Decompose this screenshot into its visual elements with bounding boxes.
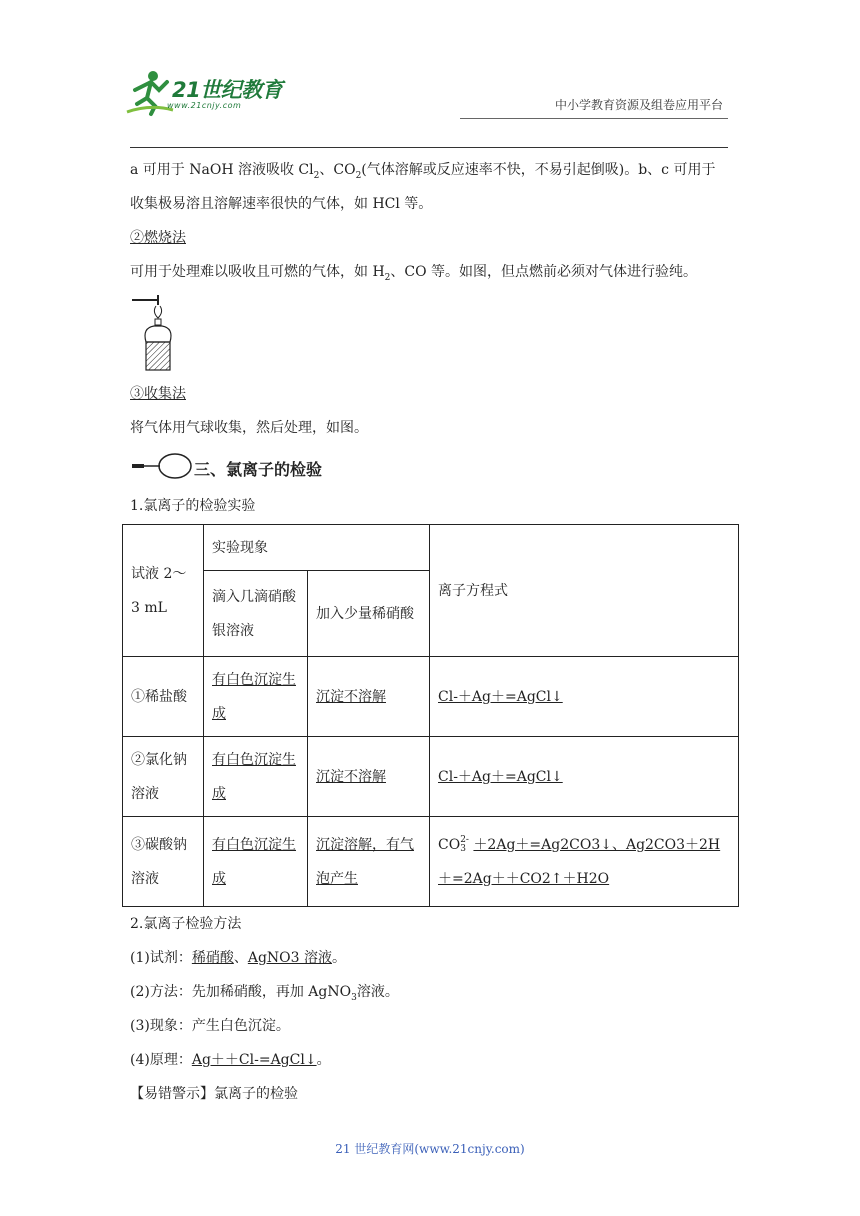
para1-text-c: (气体溶解或反应速率不快，不易引起倒吸)。b、c 可用于 xyxy=(361,162,716,178)
principle-end: 。 xyxy=(316,1052,331,1068)
table-row xyxy=(123,817,739,907)
row-agno3-result: 有白色沉淀生成 xyxy=(204,657,308,737)
method-procedure: (2)方法：先加稀硝酸，再加 AgNO$_3$溶液。 xyxy=(130,984,399,1003)
alcohol-lamp-icon xyxy=(130,292,186,374)
header-sample: 试液 2～3 mL xyxy=(123,525,204,657)
method-reagent xyxy=(130,948,735,968)
page-header xyxy=(0,0,860,160)
logo-url: www.21cnjy.com xyxy=(167,101,242,110)
para2-text-b: 、CO 等。如图，但点燃前必须对气体进行验纯。 xyxy=(390,264,698,280)
chloride-test-table xyxy=(122,524,739,907)
balloon-icon xyxy=(130,452,194,480)
row-sample: ③碳酸钠溶液 xyxy=(123,817,204,907)
carbonate-subscript: 3 xyxy=(460,843,466,854)
subsection-1-title: 1.氯离子的检验实验 xyxy=(130,498,256,514)
section-header xyxy=(130,452,530,480)
collect-heading: ③收集法 xyxy=(130,386,186,402)
para1-text-b: 、CO xyxy=(319,162,356,178)
header-rule xyxy=(130,147,728,148)
absorb-paragraph-line2: 收集极易溶且溶解速率很快的气体，如 HCl 等。 xyxy=(130,196,433,212)
page-footer: 21 世纪教育网(www.21cnjy.com) xyxy=(335,1142,525,1156)
header-equation: 离子方程式 xyxy=(430,525,739,657)
header-hno3: 加入少量稀硝酸 xyxy=(308,571,430,657)
method-phenomenon: (3)现象：产生白色沉淀。 xyxy=(130,1018,290,1034)
carbonate-equation: ＋2Ag＋=Ag2CO3↓、Ag2CO3＋2H＋=2Ag＋＋CO2↑＋H2O xyxy=(438,836,721,887)
row-equation xyxy=(430,817,739,907)
para2-text-a: 可用于处理难以吸收且可燃的气体，如 H xyxy=(130,264,385,280)
row-hno3-result: 沉淀不溶解 xyxy=(308,737,430,817)
row-sample: ①稀盐酸 xyxy=(123,657,204,737)
reagent-end: 。 xyxy=(332,950,347,966)
row-equation: Cl-＋Ag＋=AgCl↓ xyxy=(430,737,739,817)
procedure-text-a: (2)方法：先加稀硝酸，再加 AgNO xyxy=(130,984,352,1000)
reagent-a: 稀硝酸 xyxy=(191,950,234,966)
row-equation: Cl-＋Ag＋=AgCl↓ xyxy=(430,657,739,737)
header-agno3: 滴入几滴硝酸银溶液 xyxy=(204,571,308,657)
carbonate-charge: 2- xyxy=(460,834,469,845)
principle-label: (4)原理： xyxy=(130,1052,192,1068)
carbonate-formula: CO xyxy=(438,836,461,853)
procedure-text-b: 溶液。 xyxy=(356,984,399,1000)
row-agno3-result: 有白色沉淀生成 xyxy=(204,737,308,817)
logo-text: 21世纪教育 xyxy=(172,78,283,102)
logo xyxy=(125,68,295,120)
section-title: 三、氯离子的检验 xyxy=(194,460,323,479)
para1-text-a: a 可用于 NaOH 溶液吸收 Cl xyxy=(130,162,314,178)
row-agno3-result: 有白色沉淀生成 xyxy=(204,817,308,907)
header-rule-short xyxy=(460,118,728,119)
row-hno3-result: 沉淀溶解，有气泡产生 xyxy=(308,817,430,907)
row-sample: ②氯化钠溶液 xyxy=(123,737,204,817)
combustion-paragraph: 可用于处理难以吸收且可燃的气体，如 $H_2$、CO 等。如图，但点燃前必须对气体进行验纯。 xyxy=(130,264,698,283)
runner-logo-icon xyxy=(125,68,175,118)
principle-equation: Ag＋＋Cl-=AgCl↓ xyxy=(191,1052,317,1068)
row-hno3-result: 沉淀不溶解 xyxy=(308,657,430,737)
subsection-2-title: 2.氯离子检验方法 xyxy=(130,916,242,932)
table-row xyxy=(123,737,739,817)
platform-label: 中小学教育资源及组卷应用平台 xyxy=(554,98,723,112)
method-principle xyxy=(130,1050,735,1070)
absorb-paragraph: a 可用于 NaOH 溶液吸收 $Cl_2$、$CO_2$(气体溶解或反应速率不快，不易引起倒吸)。b、c 可用于 xyxy=(130,162,716,181)
combustion-heading: ②燃烧法 xyxy=(130,230,186,246)
reagent-b: AgNO3 溶液 xyxy=(247,950,333,966)
header-phenomenon: 实验现象 xyxy=(204,525,430,571)
table-row xyxy=(123,657,739,737)
warning-note: 【易错警示】氯离子的检验 xyxy=(130,1086,298,1102)
reagent-label: (1)试剂： xyxy=(130,950,192,966)
reagent-sep: 、 xyxy=(233,950,248,966)
collect-paragraph: 将气体用气球收集，然后处理，如图。 xyxy=(130,420,368,436)
